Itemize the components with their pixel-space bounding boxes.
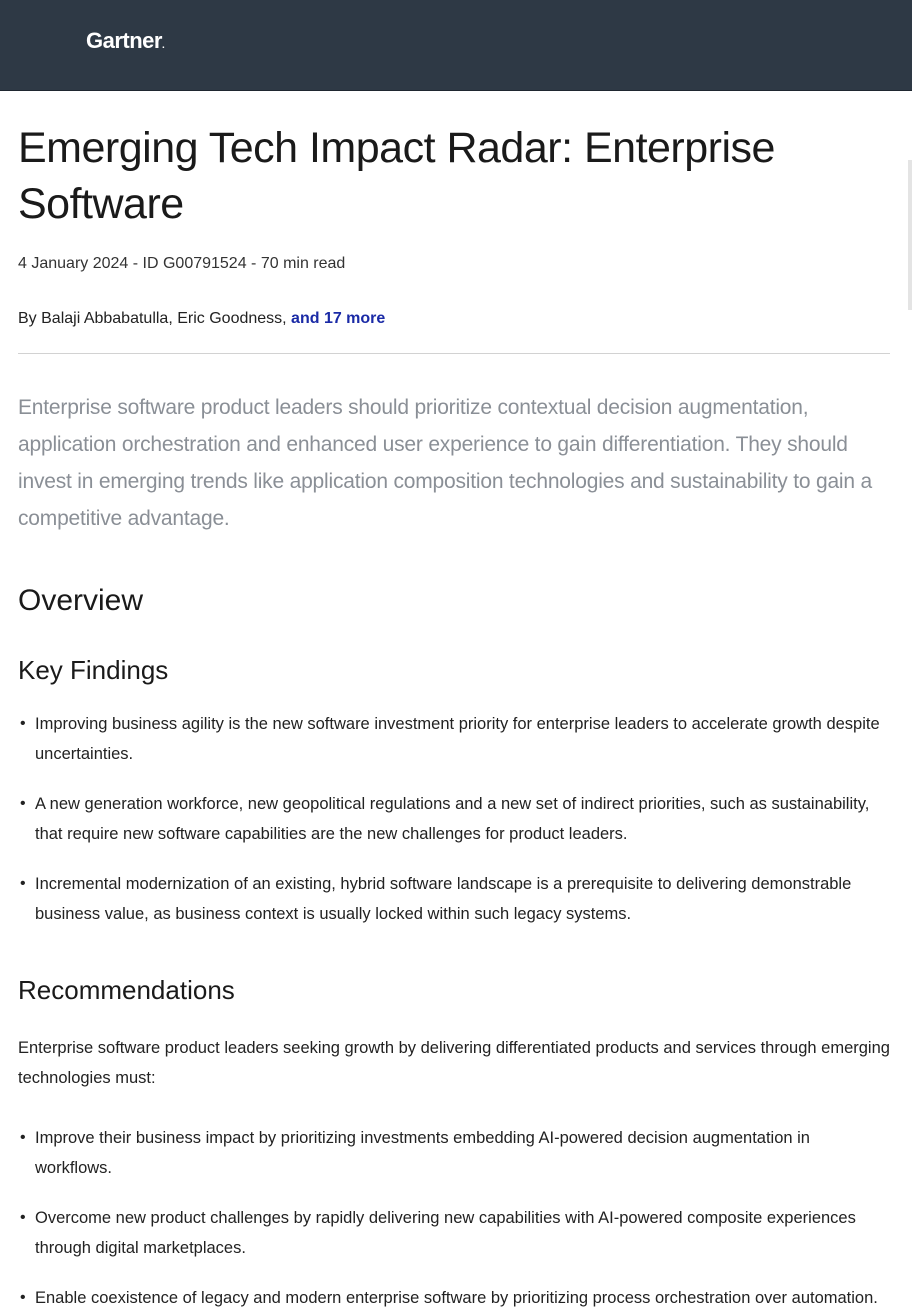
bullet-icon: •: [20, 1129, 26, 1146]
key-finding-text: Improving business agility is the new software investment priority for enterprise leaders to accelerate growth despite uncertainties.: [35, 715, 880, 763]
list-item: [18, 709, 890, 769]
key-finding-text: A new generation workforce, new geopolitical regulations and a new set of indirect priorities, such as sustainability, that require new software capabilities are the new challenges for product leaders.: [35, 795, 870, 843]
top-navigation-bar: [0, 0, 912, 91]
recommendation-text: Enable coexistence of legacy and modern enterprise software by prioritizing process orchestration over automation.: [35, 1289, 878, 1307]
logo-text: Gartner: [86, 28, 162, 53]
logo-dot: .: [161, 40, 165, 51]
byline-authors: By Balaji Abbabatulla, Eric Goodness,: [18, 310, 292, 327]
recommendation-text: Overcome new product challenges by rapidly delivering new capabilities with AI-powered composite experiences through digital marketplaces.: [35, 1209, 856, 1257]
list-item: [18, 1283, 890, 1313]
list-item: [18, 869, 890, 929]
bullet-icon: •: [20, 715, 26, 732]
more-authors-link[interactable]: and 17 more: [291, 310, 386, 327]
recommendations-intro: Enterprise software product leaders seeking growth by delivering differentiated products and services through emerging technologies must:: [18, 1039, 890, 1087]
list-item: [18, 1123, 890, 1183]
article-byline: [18, 309, 890, 329]
recommendation-text: Improve their business impact by prioritizing investments embedding AI-powered decision augmentation in workflows.: [35, 1129, 810, 1177]
header-divider: [18, 353, 890, 354]
list-item: [18, 789, 890, 849]
overview-heading: Overview: [18, 584, 144, 617]
article-summary: Enterprise software product leaders should prioritize contextual decision augmentation, application orchestration and enhanced user experience to gain differentiation. They should invest in emerging trends like application composition technologies and sustainability to gain a competitive advantage.: [18, 396, 872, 530]
scrollbar[interactable]: [908, 160, 912, 310]
bullet-icon: •: [20, 875, 26, 892]
key-findings-heading: Key Findings: [18, 655, 169, 685]
article-content: [18, 120, 890, 1313]
recommendations-heading: Recommendations: [18, 975, 235, 1005]
article-title: Emerging Tech Impact Radar: Enterprise Software: [18, 124, 775, 228]
list-item: [18, 1203, 890, 1263]
key-finding-text: Incremental modernization of an existing, hybrid software landscape is a prerequisite to delivering demonstrable business value, as business context is usually locked within such legacy systems.: [35, 875, 852, 923]
recommendations-list: [18, 1123, 890, 1313]
bullet-icon: •: [20, 795, 26, 812]
article-meta: 4 January 2024 - ID G00791524 - 70 min read: [18, 255, 346, 272]
bullet-icon: •: [20, 1289, 26, 1306]
bullet-icon: •: [20, 1209, 26, 1226]
key-findings-list: [18, 709, 890, 929]
gartner-logo[interactable]: [86, 28, 164, 54]
